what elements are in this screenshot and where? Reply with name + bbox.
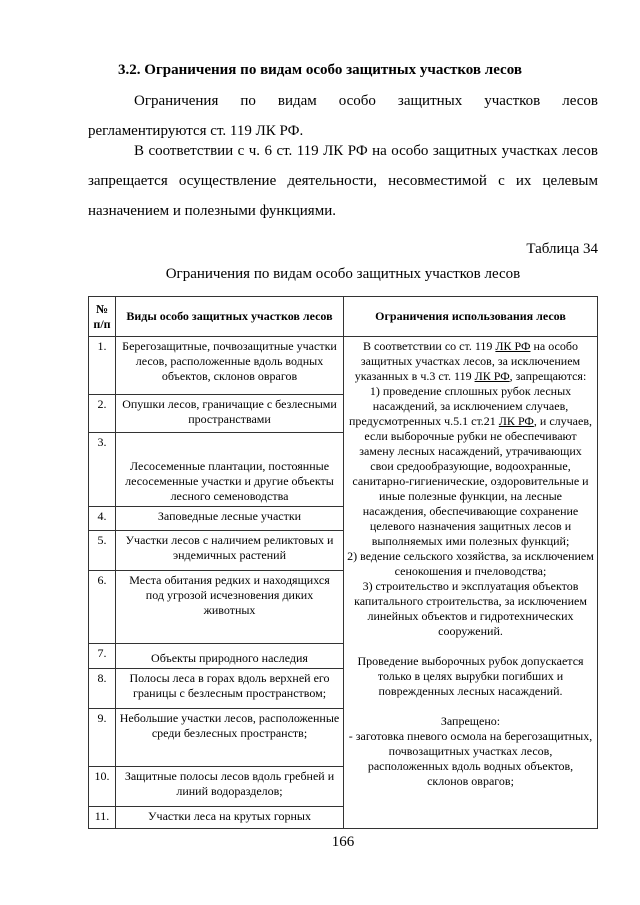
restr-item1-a: 1) проведение сплошных рубок лесных насаждений, за исключением случаев, предусмотренных ч.5.1 ст.21 (349, 384, 572, 428)
row-number: 7. (89, 644, 116, 669)
restrictions-cell (344, 337, 598, 829)
restr-intro-c: , запрещаются: (509, 369, 587, 383)
row-number: 11. (89, 807, 116, 829)
restr-item2: 2) ведение сельского хозяйства, за исключением сенокошения и пчеловодства; (347, 549, 594, 578)
restr-item1-b: , и случаев, если выборочные рубки не обеспечивают замену лесных насаждений, утрачивающих свои средообразующие, водоохранные, санитарно-гигиенические, оздоровительные и иные полезные функции, на лесные насаждения, обеспечивающие сохранение целевого назначения защитных лесов и выполняемых ими полезных функций; (352, 414, 592, 548)
row-kind: Участки леса на крутых горных (116, 807, 344, 829)
row-kind: Опушки лесов, граничащие с безлесными пространствами (116, 395, 344, 433)
row-kind: Небольшие участки лесов, расположенные среди безлесных пространств; (116, 709, 344, 767)
row-number: 4. (89, 507, 116, 531)
row-number: 5. (89, 531, 116, 571)
row-kind: Берегозащитные, почвозащитные участки лесов, расположенные вдоль водных объектов, склонов оврагов (116, 337, 344, 395)
header-number: № п/п (89, 297, 116, 337)
restr-intro-a: В соответствии со ст. 119 (363, 339, 496, 353)
row-number: 10. (89, 767, 116, 807)
row-kind: Лесосеменные плантации, постоянные лесосеменные участки и другие объекты лесного семеноводства (116, 433, 344, 507)
restr-selective: Проведение выборочных рубок допускается только в целях вырубки погибших и поврежденных лесных насаждений. (357, 654, 584, 698)
code-link[interactable]: ЛК РФ (474, 369, 510, 383)
row-number: 8. (89, 669, 116, 709)
paragraph-regulation-text: Ограничения по видам особо защитных участков лесов регламентируются ст. 119 ЛК РФ. (88, 93, 598, 139)
table-number: Таблица 34 (526, 241, 598, 257)
row-kind: Защитные полосы лесов вдоль гребней и линий водоразделов; (116, 767, 344, 807)
row-number: 3. (89, 433, 116, 507)
restr-prohibited-item: - заготовка пневого осмола на берегозащитных, почвозащитных участках лесов, расположенных вдоль водных объектов, склонов оврагов; (348, 729, 593, 788)
header-kind: Виды особо защитных участков лесов (116, 297, 344, 337)
code-link[interactable]: ЛК РФ (498, 414, 534, 428)
row-kind: Объекты природного наследия (116, 644, 344, 669)
row-number: 9. (89, 709, 116, 767)
page-number: 166 (331, 834, 355, 850)
row-kind: Заповедные лесные участки (116, 507, 344, 531)
restr-item3: 3) строительство и эксплуатация объектов капитального строительства, за исключением линейных объектов и гидротехнических сооружений. (354, 579, 587, 638)
restrictions-table (88, 296, 598, 829)
header-restriction: Ограничения использования лесов (344, 297, 598, 337)
table-caption: Ограничения по видам особо защитных участков лесов (165, 266, 521, 282)
row-number: 2. (89, 395, 116, 433)
row-number: 6. (89, 571, 116, 644)
section-heading: 3.2. Ограничения по видам особо защитных участков лесов (118, 62, 522, 78)
table-header-row (89, 297, 598, 337)
code-link[interactable]: ЛК РФ (495, 339, 531, 353)
paragraph-prohibition-text: В соответствии с ч. 6 ст. 119 ЛК РФ на особо защитных участках лесов запрещается осуществление деятельности, несовместимой с их целевым назначением и полезными функциями. (88, 143, 598, 219)
table-row (89, 337, 598, 395)
row-kind: Места обитания редких и находящихся под угрозой исчезновения диких животных (116, 571, 344, 644)
row-kind: Полосы леса в горах вдоль верхней его границы с безлесным пространством; (116, 669, 344, 709)
row-number: 1. (89, 337, 116, 395)
row-kind: Участки лесов с наличием реликтовых и эндемичных растений (116, 531, 344, 571)
paragraph-prohibition (88, 136, 598, 226)
restr-prohibited-label: Запрещено: (440, 714, 501, 728)
restr-intro-b: на особо защитных участках лесов, за исключением указанных в ч.3 ст. 119 (354, 339, 581, 383)
